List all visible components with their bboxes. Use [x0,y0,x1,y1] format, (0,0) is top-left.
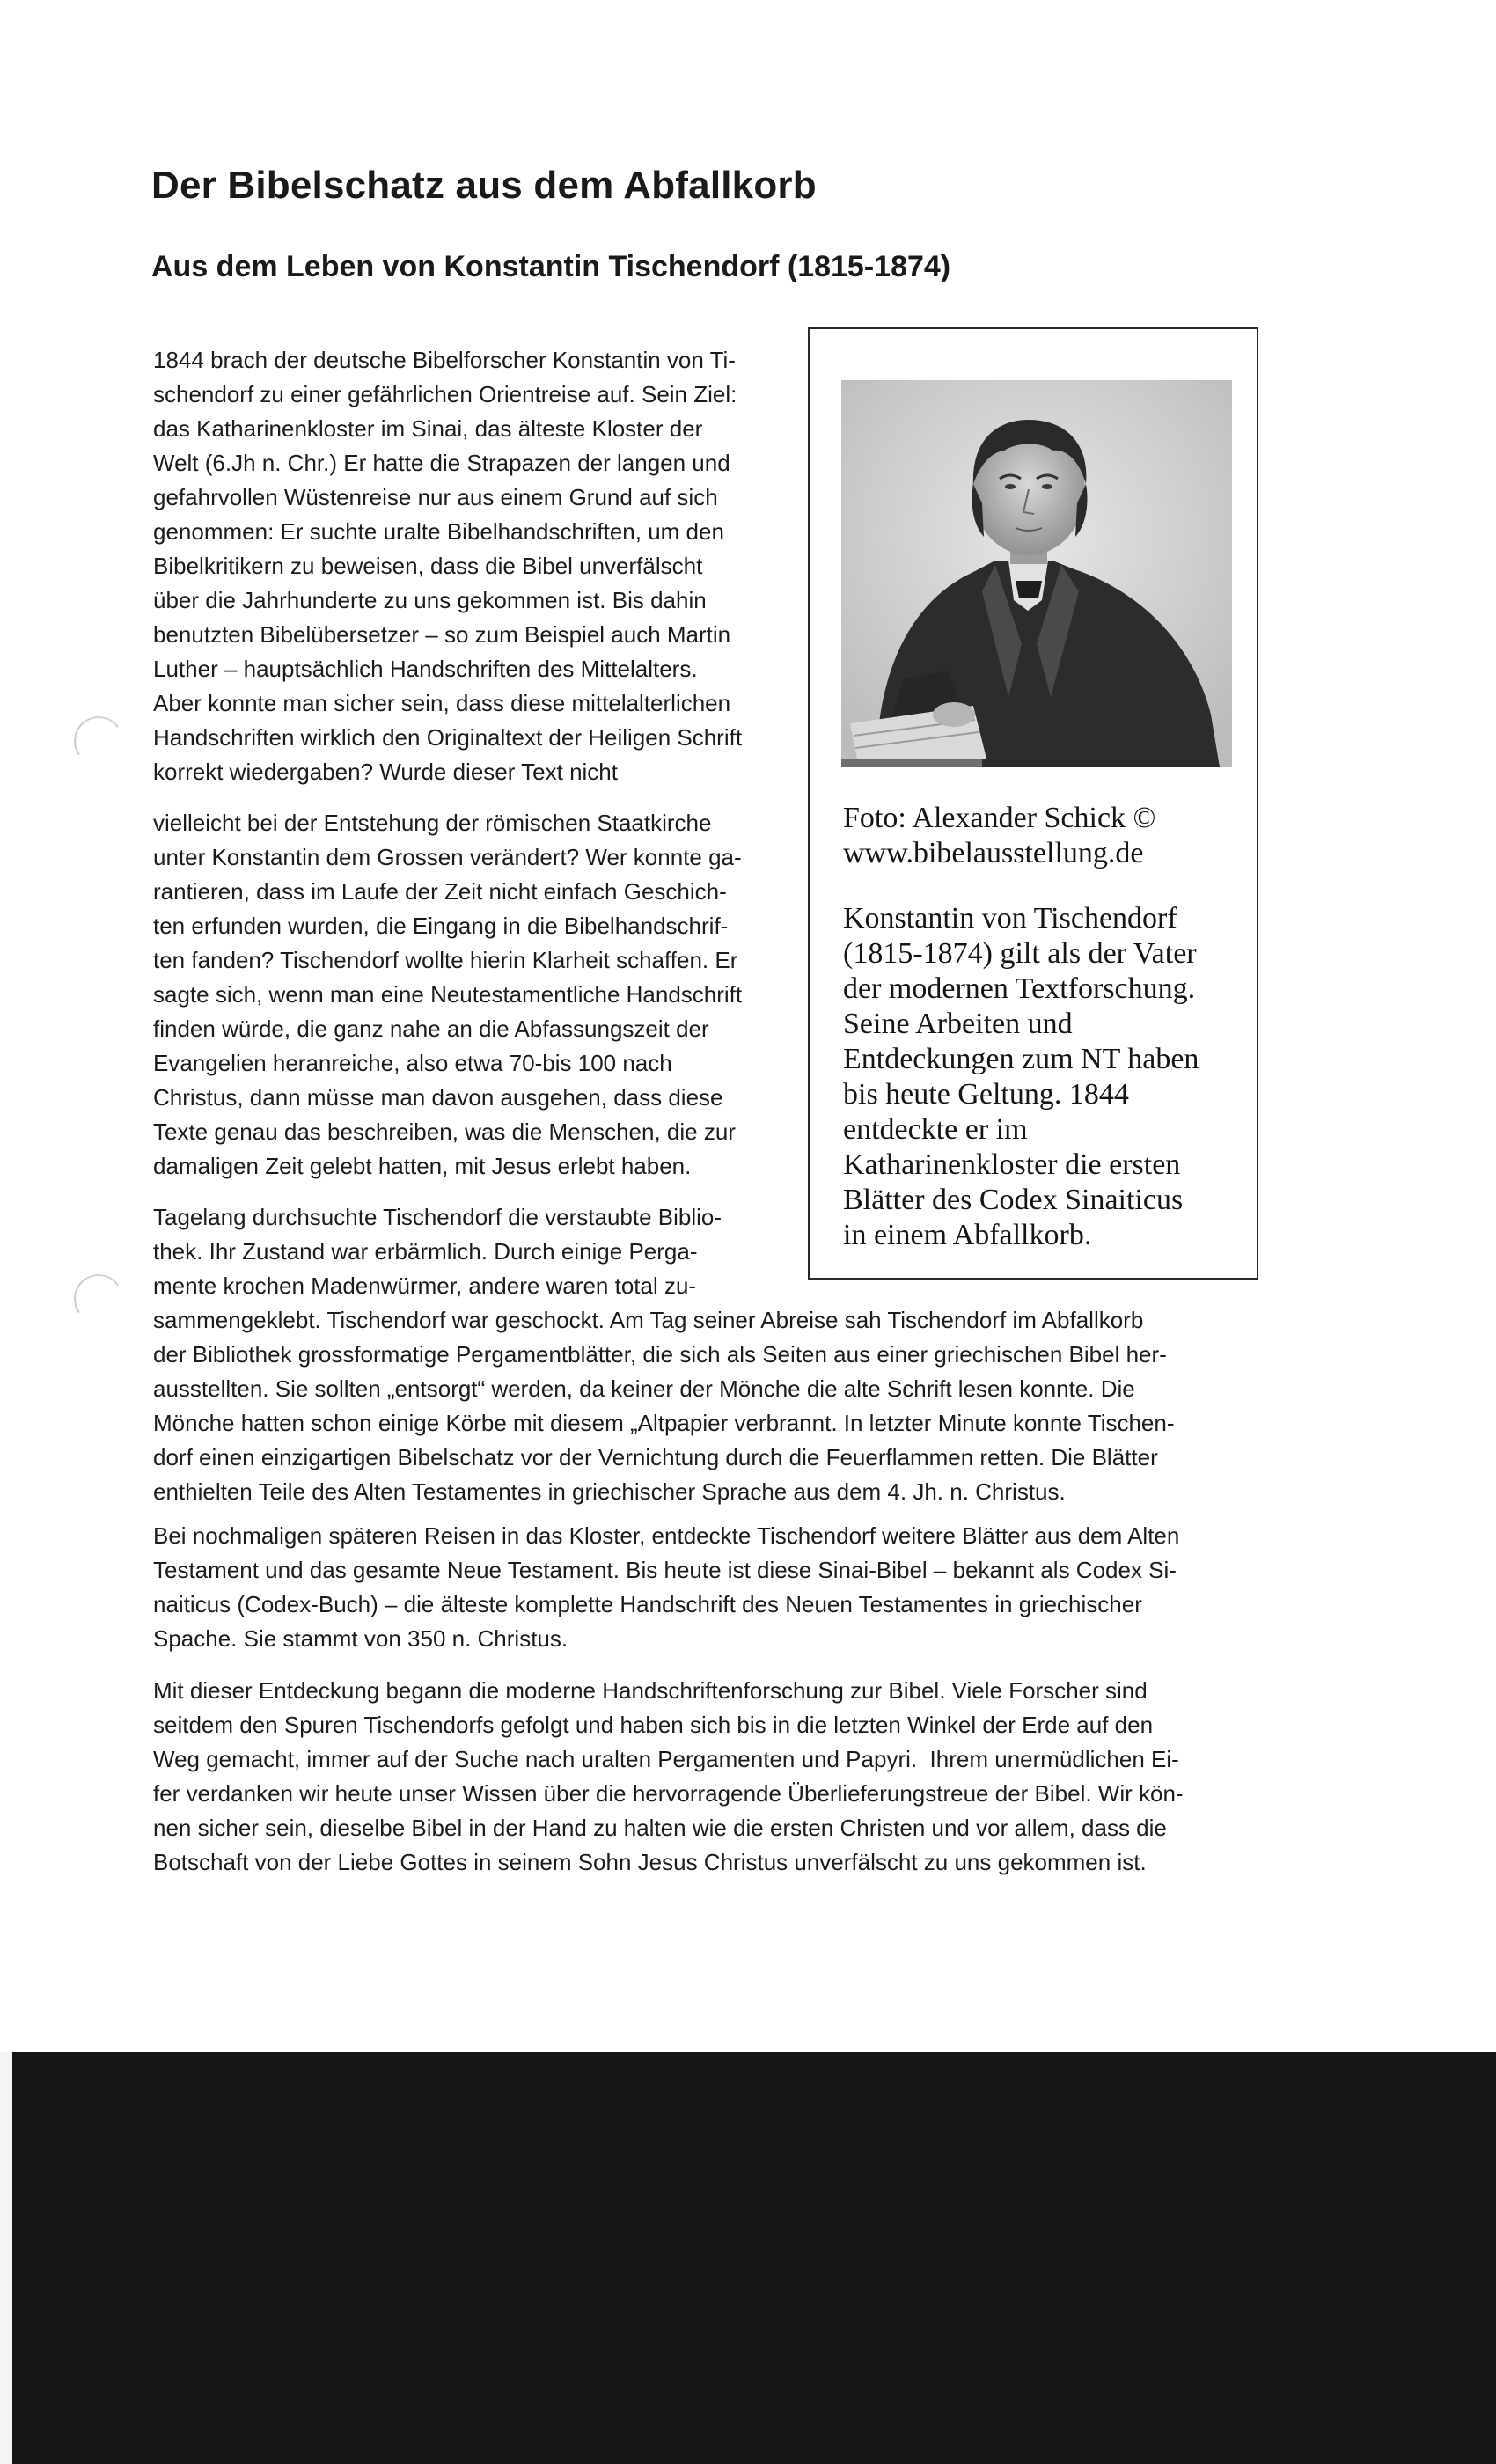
paragraph-2: vielleicht bei der Entstehung der römischen Staatkirche unter Konstantin dem Grossen verändert? Wer konnte ga- rantieren, dass im Laufe der Zeit nicht einfach Geschich- ten erfunden wurden, die Eingang in die Bibelhandschrif- ten fanden? Tischendorf wollte hierin Klarheit schaffen. Er sagte sich, wenn man eine Neutestamentliche Handschrift finden würde, die ganz nahe an die Abfassungszeit der Evangelien heranreiche, also etwa 70-bis 100 nach Christus, dann müsse man davon ausgehen, dass diese Texte genau das beschreiben, was die Menschen, die zur damaligen Zeit gelebt hatten, mit Jesus erlebt haben. [153,810,743,1179]
article-title: Der Bibelschatz aus dem Abfallkorb [151,164,817,207]
paper-edge [0,2052,12,2464]
paragraph-5: Mit dieser Entdeckung begann die moderne Handschriftenforschung zur Bibel. Viele Forscher sind seitdem den Spuren Tischendorfs gefolgt und haben sich bis in die letzten Winkel der Erde auf den Weg gemacht, immer auf der Suche nach uralten Pergamenten und Papyri. Ihrem unermüdlichen Ei- fer verdanken wir heute unser Wissen über die hervorragende Überlieferungstreue der Bibel. Wir kön- nen sicher sein, dieselbe Bibel in der Hand zu halten wie die ersten Christen und vor allem, dass die Botschaft von der Liebe Gottes in seinem Sohn Jesus Christus unverfälscht zu uns gekommen ist. [153,1677,1184,1875]
paragraph-3: Tagelang durchsuchte Tischendorf die verstaubte Biblio- thek. Ihr Zustand war erbärmlich. Durch einige Perga- mente krochen Madenwürmer, andere waren total zu- sammengeklebt. Tischendorf war geschockt. Am Tag seiner Abreise sah Tischendorf im Abfallkorb der Bibliothek grossformatige Pergamentblätter, die sich als Seiten aus einer griechischen Bibel her- ausstellten. Sie sollten „entsorgt“ werden, da keiner der Mönche die alte Schrift lesen konnte. Die Mönche hatten schon einige Körbe mit diesem „Altpapier verbrannt. In letzter Minute konnte Tischen- dorf einen einzigartigen Bibelschatz vor der Vernichtung durch die Feuerflammen retten. Die Blätter enthielten Teile des Alten Testamentes in griechischer Sprache aus dem 4. Jh. n. Christus. [153,1204,1175,1505]
scanner-background [0,2052,1496,2464]
photo-credit: Foto: Alexander Schick © www.bibelausstellung.de [843,802,1156,869]
portrait-caption: Konstantin von Tischendorf (1815-1874) gilt als der Vater der modernen Textforschung. Seine Arbeiten und Entdeckungen zum NT haben bis heute Geltung. 1844 entdeckte er im Katharinenkloster die ersten Blätter des Codex Sinaiticus in einem Abfallkorb. [843,902,1199,1251]
portrait-sidebar [808,327,1258,1280]
paragraph-1: 1844 brach der deutsche Bibelforscher Konstantin von Ti- schendorf zu einer gefährlichen Orientreise auf. Sein Ziel: das Katharinenkloster im Sinai, das älteste Kloster der Welt (6.Jh n. Chr.) Er hatte die Strapazen der langen und gefahrvollen Wüstenreise nur aus einem Grund auf sich genommen: Er suchte uralte Bibelhandschriften, um den Bibelkritikern zu beweisen, dass die Bibel unverfälscht über die Jahrhunderte zu uns gekommen ist. Bis dahin benutzten Bibelübersetzer – so zum Beispiel auch Martin Luther – hauptsächlich Handschriften des Mittelalters. Aber konnte man sicher sein, dass diese mittelalterlichen Handschriften wirklich den Originaltext der Heiligen Schrift korrekt wiedergaben? Wurde dieser Text nicht [153,347,743,785]
article-subtitle: Aus dem Leben von Konstantin Tischendorf (1815-1874) [151,250,951,283]
paragraph-4: Bei nochmaligen späteren Reisen in das Kloster, entdeckte Tischendorf weitere Blätter aus dem Alten Testament und das gesamte Neue Testament. Bis heute ist diese Sinai-Bibel – bekannt als Codex Si- naiticus (Codex-Buch) – die älteste komplette Handschrift des Neuen Testamentes in griechischer Spache. Sie stammt von 350 n. Christus. [153,1522,1180,1652]
punch-hole-mark [70,1271,128,1328]
punch-hole-mark [70,713,128,770]
